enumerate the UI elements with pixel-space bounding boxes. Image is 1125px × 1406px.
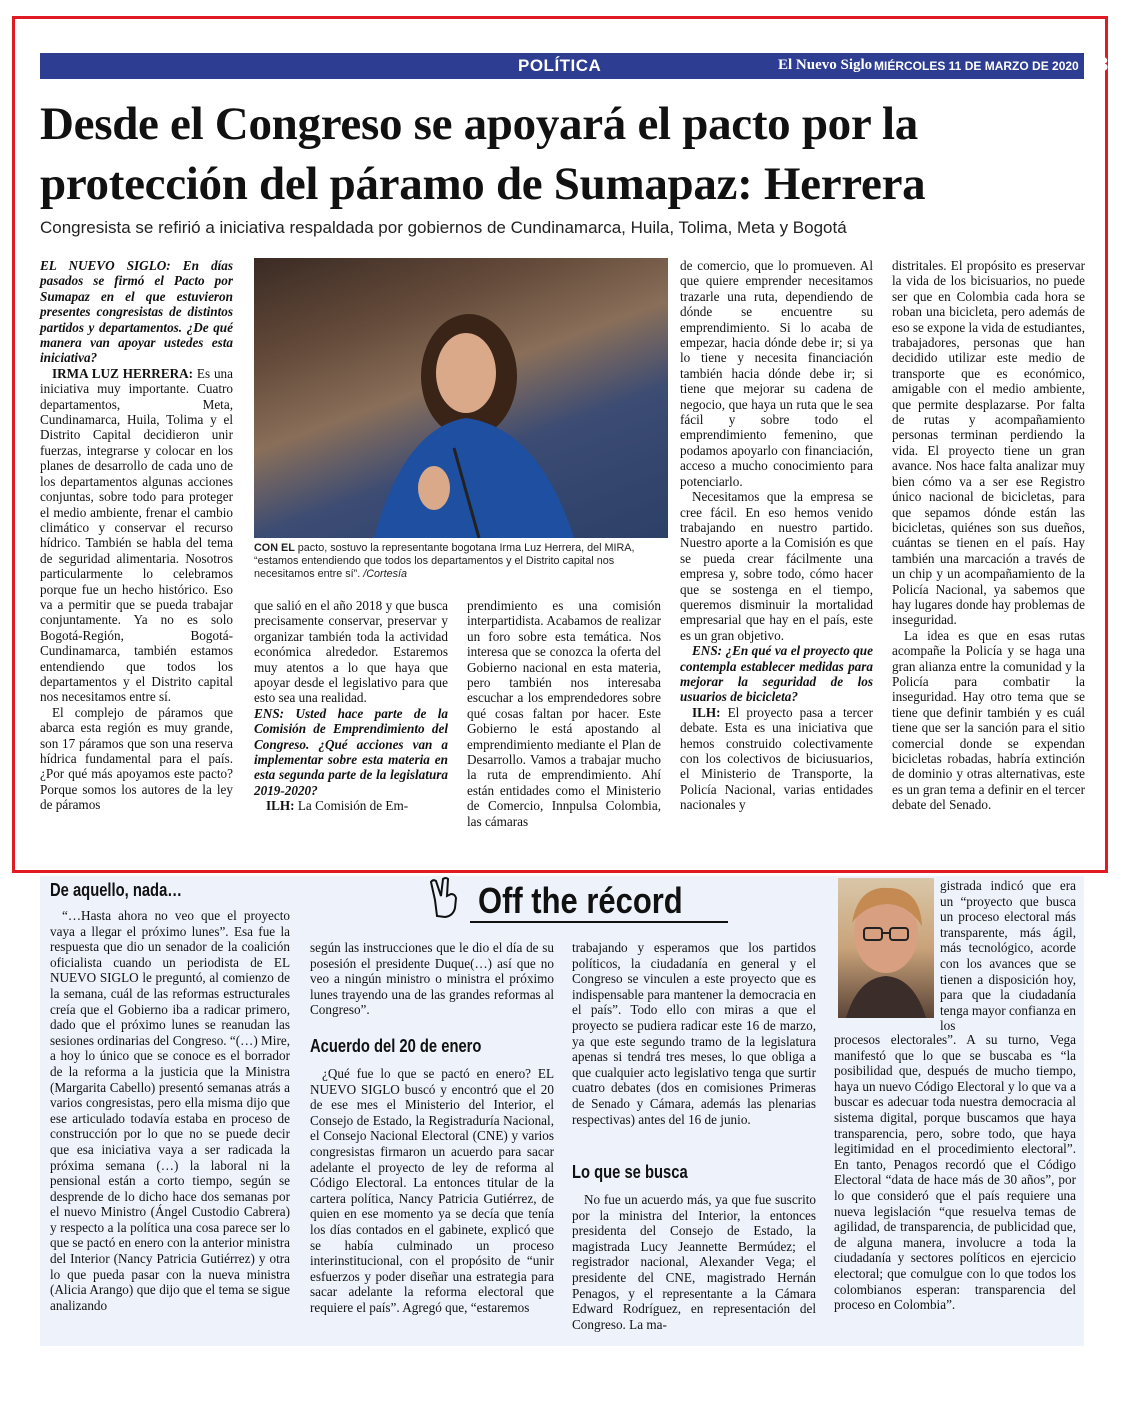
- portrait-photo: [838, 878, 934, 1018]
- article-column-3: [467, 598, 661, 829]
- subhead-acuerdo: Acuerdo del 20 de enero: [310, 1036, 482, 1056]
- peace-hand-icon: [425, 876, 465, 918]
- article-deck: Congresista se refirió a iniciativa respaldada por gobiernos de Cundinamarca, Huila, Tolima, Meta y Bogotá: [40, 218, 847, 237]
- article-column-4: [680, 258, 873, 813]
- off-record-column-4-top: gistrada indicó que era un “proyecto que busca un proceso electoral más transparente, más ágil, más tecnológico, acorde con los avances que se tienen a disposición hoy, para que la ciudadanía tenga mayor confianza en los: [940, 878, 1076, 1034]
- answer-lead: ILH:: [266, 798, 295, 814]
- section-header-bar: [40, 53, 1123, 79]
- article-column-5: [892, 258, 1085, 813]
- answer-lead: IRMA LUZ HERRERA:: [52, 365, 194, 381]
- question-lead: ENS:: [254, 705, 285, 721]
- answer-text: El proyecto pasa a tercer debate. Esta es una iniciativa que hemos construido colectivamente con los colectivos de biciusuarios, el Ministerio de Transporte, la Policía Nacional, varias entidades nacionales y: [680, 704, 873, 813]
- off-record-column-4-body: procesos electorales”. A su turno, Vega manifestó que lo que se buscaba es “la posibilidad que, después de mucho tiempo, haya un nuevo Código Electoral y lo que va a buscar es adecuar toda nuestra democracia al sistema digital, porque buscamos que haya transparencia, pero, sobre todo, que haya legitimidad en el procedimiento electoral”. En tanto, Penagos recordó que el Código Electoral “data de hace más de 30 años”, por lo que consideró que el país requiere una nueva legislación “que resuelva temas de agilidad, de transparencia, de publicidad que, de alguna manera, involucre a toda la ciudadanía y sectores políticos en ejercicio electoral; que comulgue con lo que todos los colombianos esperan: transparencia del proceso en Colombia”.: [834, 1032, 1076, 1313]
- off-the-record-title: Off the récord: [478, 880, 683, 921]
- question-lead: EL NUEVO SIGLO:: [40, 258, 171, 273]
- answer-lead: ILH:: [692, 704, 721, 720]
- newspaper-name: El Nuevo Siglo: [778, 57, 873, 73]
- question-text: En días pasados se firmó el Pacto por Sumapaz en el que estuvieron presentes congresistas de distintos partidos y departamentos. ¿De qué manera van apoyar ustedes esta iniciativa?: [40, 258, 233, 366]
- caption-text: pacto, sostuvo la representante bogotana Irma Luz Herrera, del MIRA, “estamos entendiendo que todos los departamentos y el Distrito capital nos necesitamos entre sí”.: [254, 542, 635, 580]
- question-text: Usted hace parte de la Comisión de Emprendimiento del Congreso. ¿Qué acciones van a implementar sobre esta materia en esta segunda parte de la legislatura 2019-2020?: [254, 705, 448, 798]
- answer-text: Necesitamos que la empresa se cree fácil. En eso hemos venido trabajando en nuestro partido. Nuestro aporte a la Comisión es que se pueda crear fácilmente una empresa y, sobre todo, cómo hacer que se sostenga en el tiempo, queremos disminuir la mortalidad empresarial que hay en el país, este es un gran objetivo.: [680, 489, 873, 643]
- question-text: ¿En qué va el proyecto que contempla establecer medidas para mejorar la seguridad de los usuarios de bicicleta?: [680, 643, 873, 705]
- section-name: POLÍTICA: [518, 56, 602, 75]
- answer-text: La idea es que en esas rutas acompañe la Policía y se haga una gran alianza entre la comunidad y la Policía para combatir la inseguridad. Hay otro tema que se tiene que definir también y es cuál tiene que ser la sanción para el sitio comercial donde se expendan bicicletas robadas, habría extinción de dominio y otras alternativas, este es un gran tema a definir en el tercer debate del Senado.: [892, 627, 1085, 813]
- article-headline: Desde el Congreso se apoyará el pacto por la protección del páramo de Sumapaz: Herrera: [40, 98, 926, 210]
- answer-text: prendimiento es una comisión interpartidista. Acabamos de realizar un foro sobre esta temática. Nos interesa que se conozca la oferta del Gobierno nacional en esta materia, pero también nos interesaba escuchar a los emprendedores sobre qué cosas faltan por hacer. Este Gobierno le está apostando al emprendimiento mediante el Plan de Desarrollo. Vamos a trabajar mucho la ruta de emprendimiento. Ahí están entidades como el Ministerio de Comercio, Innpulsa Colombia, las cámaras: [467, 598, 661, 829]
- caption-credit: /Cortesía: [363, 568, 408, 580]
- subhead-lo-que-se-busca: Lo que se busca: [572, 1162, 688, 1182]
- off-record-column-3-body: No fue un acuerdo más, ya que fue suscrito por la ministra del Interior, la entonces presidenta del Consejo de Estado, la magistrada Lucy Jeannette Bermúdez; el registrador nacional, Alexander Vega; el presidente del CNE, magistrado Hernán Penagos, y el representante a la Cámara Edward Rodríguez, en representación del Congreso. La ma-: [572, 1192, 816, 1332]
- off-record-column-1: “…Hasta ahora no veo que el proyecto vaya a llegar el próximo lunes”. Esa fue la respuesta que dio un senador de la coalición oficialista cuando un periodista de EL NUEVO SIGLO le preguntó, al comienzo de la semana, cuál de las reformas estructurales creía que el Gobierno iba a radicar primero, dado que el próximo lunes se reanudan las sesiones ordinarias del Congreso. “(…) Mire, a hoy lo único que se conoce es el borrador de la reforma a la justicia que la Ministra (Margarita Cabello) presentó semanas atrás a varios congresistas, pero ella misma dijo que ese articulado todavía estaba en proceso de construcción por lo que no se puede decir que esa iniciativa vaya a ser radicada la próxima semana (…) la laboral ni la pensional están a corto tiempo, según se desprende de lo dicho hace dos semanas por el nuevo Ministro (Ángel Custodio Cabrera) y respecto a la política una cosa parece ser lo que se pactó en enero con la anterior ministra del Interior (Nancy Patricia Gutiérrez) y otra lo que pueda pasar con la nueva ministra (Alicia Arango) que dijo que el tema se sigue analizando: [50, 908, 290, 1313]
- subhead-de-aquello: De aquello, nada…: [50, 880, 183, 900]
- article-column-2: [254, 598, 448, 814]
- title-rule: [470, 921, 728, 923]
- article-column-1: [40, 258, 233, 813]
- off-record-column-2-top: según las instrucciones que le dio el día de su posesión el presidente Duque(…) así que no veo a ningún ministro o ministra el próximo lunes trayendo una de las grandes reformas al Congreso”.: [310, 940, 554, 1018]
- issue-date: MIÉRCOLES 11 DE MARZO DE 2020: [874, 59, 1079, 73]
- answer-text: de comercio, que lo promueven. Al que quiere emprender necesitamos trazarle una ruta, dependiendo de dónde se encuentre su emprendimiento. Si lo acaba de empezar, hacia dónde debe ir; si ya lo tiene y necesita financiación también hacia dónde debe ir; si tiene que mejorar su cadena de negocio, que haya un ruta que le sea fácil y sobre todo el emprendimiento femenino, que podamos apoyarlo con financiación, acceso a mucho conocimiento para potenciarlo.: [680, 258, 873, 489]
- answer-text: La Comisión de Em-: [294, 798, 409, 814]
- answer-text: distritales. El propósito es preservar la vida de los bicisuarios, no puede ser que en Colombia cada hora se roban una bicicleta, pero además de eso se expone la vida de estudiantes, trabajadores, personas que han decidido utilizar este medio de transporte que es económico, amigable con el medio ambiente, que permite desplazarse. Por falta de rutas y acompañamiento personas terminan perdiendo la vida. El proyecto tiene un gran avance. Nos hace falta analizar muy bien cómo va a ser ese Registro único nacional de bicicletas, para que sepamos dónde están las bicicletas, quiénes son sus dueños, cuántas se tienen en el país. Hay también una marcación a través de un chip y un acompañamiento de la Policía Nacional, ya sabemos que hay lugares donde hay problemas de inseguridad.: [892, 258, 1085, 628]
- answer-text: que salió en el año 2018 y que busca precisamente conservar, preservar y organizar también toda la actividad económica alrededor. Estaremos muy atentos a lo que haya que apoyar desde el legislativo para que esto sea una realidad.: [254, 598, 448, 706]
- off-record-column-3-top: trabajando y esperamos que los partidos políticos, la ciudadanía en general y el Congreso se vinculen a este proyecto que es indispensable para mantener la democracia en el país”. Todo ello con miras a que el proyecto se pudiera radicar este 16 de marzo, ya que este segundo tramo de la legislatura apenas si tendrá tres meses, lo que obliga a que cualquier acto legislativo tenga que surtir cuatro debates (dos en comisiones Primeras de Senado y Cámara, además las plenarias respectivas) antes del 16 de junio.: [572, 940, 816, 1127]
- caption-lead: CON EL: [254, 542, 295, 554]
- answer-text: El complejo de páramos que abarca esta región es muy grande, son 17 páramos que son una reserva hídrica fundamental para el país. ¿Por qué más apoyamos este pacto? Porque somos los autores de la ley de páramos: [40, 704, 233, 813]
- article-photo: [254, 258, 668, 538]
- page-number: 13A: [1086, 54, 1123, 76]
- question-lead: ENS:: [692, 643, 723, 659]
- answer-text: Es una iniciativa muy importante. Cuatro departamentos, Meta, Cundinamarca, Huila, Tolima y el Distrito Capital decidieron unir fuerzas, integrarse y colocar en los planes de desarrollo de cada uno de los departamentos algunas acciones conjuntas, sobre todo para proteger el medio ambiente, frenar el cambio climático y conservar el recurso hídrico. También se habla del tema de seguridad alimentaria. Nosotros particularmente lo celebramos porque fue un hecho histórico. Eso va a permitir que se pueda trabajar conjuntamente. Ya no es solo Bogotá-Región, Bogotá-Cundinamarca, también estamos entendiendo que todos los departamentos y el Distrito capital nos necesitamos entre sí.: [40, 365, 233, 705]
- photo-caption: [254, 542, 668, 581]
- off-record-column-2-body: ¿Qué fue lo que se pactó en enero? EL NUEVO SIGLO buscó y encontró que el 20 de ese mes el Ministerio del Interior, el Consejo de Estado, la Registraduría Nacional, el Consejo Nacional Electoral (CNE) y varios congresistas firmaron un acuerdo para sacar adelante el proyecto de ley de reforma al Código Electoral. La entonces titular de la cartera política, Nancy Patricia Gutiérrez, de quien en ese momento ya se decía que tenía los días contados en el gabinete, explicó que se había culminado un proceso interinstitucional, con el propósito de “unir esfuerzos y poder diseñar una estrategia para sacar adelante la reforma electoral que requiere el país”. Agregó que, “estaremos: [310, 1066, 554, 1315]
